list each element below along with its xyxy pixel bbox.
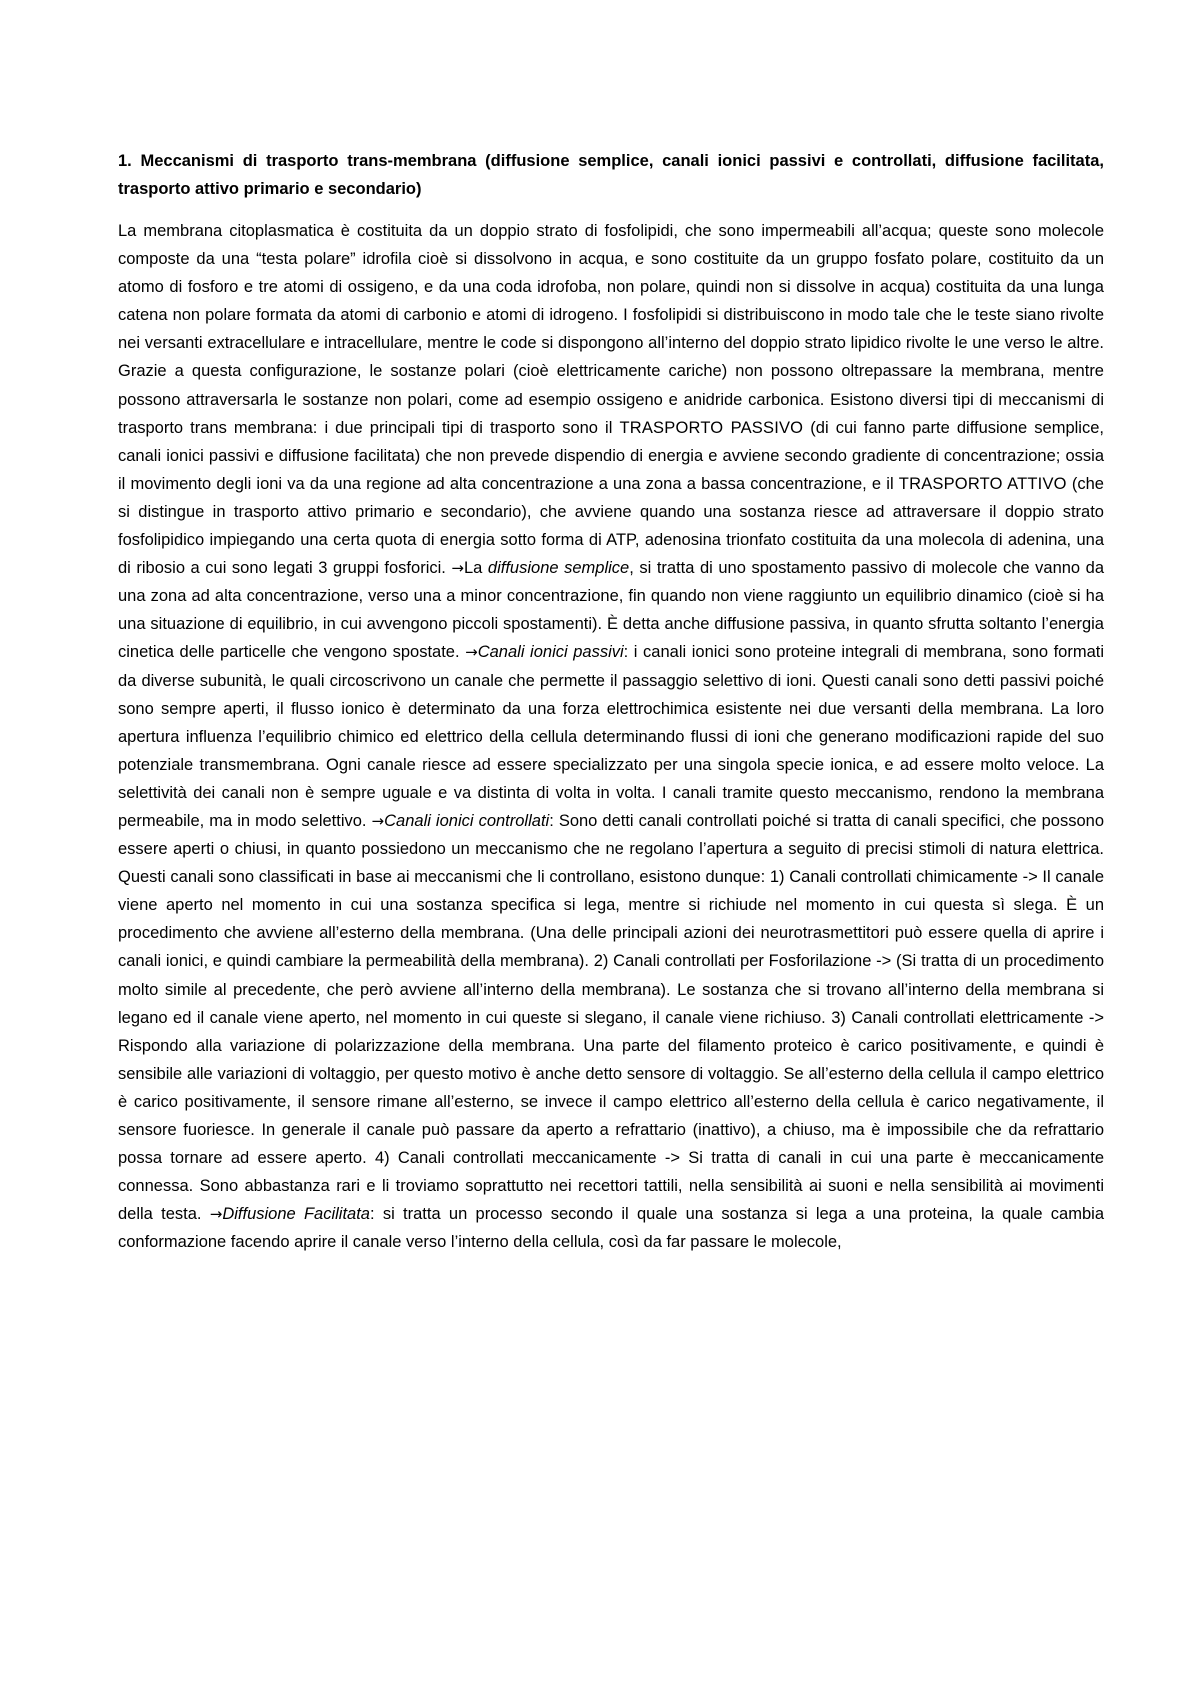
section-number: 1. — [118, 152, 132, 170]
body-paragraph — [118, 217, 1104, 1256]
arrow-right-icon: → — [371, 811, 385, 830]
active-transport-term: TRASPORTO ATTIVO — [898, 474, 1067, 493]
arrow-right-icon: → — [209, 1205, 223, 1224]
text-run: (di cui fanno parte diffusione semplice, canali ionici passivi e diffusione facilitata) che non prevede dispendio di energia e avviene secondo gradiente di concentrazione; ossia il movimento degli ioni va da una regione ad alta concentrazione a una zona a bassa concentrazione, e il — [118, 418, 1104, 493]
term-diffusione-facilitata: Diffusione Facilitata — [222, 1205, 370, 1224]
text-run: , si tratta di uno spostamento passivo di molecole che vanno da una zona ad alta concentrazione, verso una a minor concentrazione, fin quando non viene raggiunto un equilibrio dinamico (cioè si ha una situazione di equilibrio, in cui avvengono piccoli spostamenti). È detta anche diffusione passiva, in quanto sfrutta soltanto l’energia cinetica delle particelle che vengono spostate. — [118, 559, 1105, 662]
term-diffusione-semplice: diffusione semplice — [487, 559, 630, 578]
term-canali-ionici-passivi: Canali ionici passivi — [477, 643, 624, 662]
arrow-right-icon: → — [451, 559, 464, 578]
term-canali-ionici-controllati: Canali ionici controllati — [384, 811, 550, 830]
text-run: La — [464, 559, 488, 578]
text-run: : Sono detti canali controllati poiché si tratta di canali specifici, che possono essere aperti o chiusi, in quanto possiedono un meccanismo che ne regolano l’apertura a seguito di precisi stimoli di natura elettrica. Questi canali sono classificati in base ai meccanismi che li controllano, esistono dunque: 1) Canali controllati chimicamente -> Il canale viene aperto nel momento in cui una sostanza specifica si lega, mentre si richiude nel momento in cui questa sì slega. È un procedimento che avviene all’esterno della membrana. (Una delle principali azioni dei neurotrasmettitori può essere quella di aprire i canali ionici, e quindi cambiare la permeabilità della membrana). 2) Canali controllati per Fosforilazione -> (Si tratta di un procedimento molto simile al precedente, che però avviene all’interno della membrana). Le sostanza che si trovano all’interno della membrana si legano ed il canale viene aperto, nel momento in cui queste si slegano, il canale viene richiuso. 3) Canali controllati elettricamente -> Rispondo alla variazione di polarizzazione della membrana. Una parte del filamento proteico è carico positivamente, e quindi è sensibile alle variazioni di voltaggio, per questo motivo è anche detto sensore di voltaggio. Se all’esterno della cellula il campo elettrico è carico positivamente, il sensore rimane all’esterno, se invece il campo elettrico all’esterno della cellula è carico negativamente, il sensore fuoriesce. In generale il canale può passare da aperto a refrattario (inattivo), a chiuso, ma è impossibile che da refrattario possa tornare ad essere aperto. 4) Canali controllati meccanicamente -> Si tratta di canali in cui una parte è meccanicamente connessa. Sono abbastanza rari e li troviamo soprattutto nei recettori tattili, nella sensibilità ai suoni e nella sensibilità ai movimenti della testa. — [118, 811, 1105, 1224]
text-run: : i canali ionici sono proteine integrali di membrana, sono formati da diverse subunità, le quali circoscrivono un canale che permette il passaggio selettivo di ioni. Questi canali sono detti passivi poiché sono sempre aperti, il flusso ionico è determinato da una forza elettrochimica esistente nei due versanti della membrana. La loro apertura influenza l’equilibrio chimico ed elettrico della cellula determinando flussi di ioni che generano modificazioni rapide del suo potenziale transmembrana. Ogni canale riesce ad essere specializzato per una singola specie ionica, e ad essere molto veloce. La selettività dei canali non è sempre uguale e va distinta di volta in volta. I canali tramite questo meccanismo, rendono la membrana permeabile, ma in modo selettivo. — [118, 643, 1104, 830]
text-run: La membrana citoplasmatica è costituita da un doppio strato di fosfolipidi, che sono impermeabili all’acqua; queste sono molecole composte da una “testa polare” idrofila cioè si dissolvono in acqua, e sono costituite da un gruppo fosfato polare, costituito da un atomo di fosforo e tre atomi di ossigeno, e da una coda idrofoba, non polare, quindi non si dissolve in acqua) costituita da una lunga catena non polare formata da atomi di carbonio e atomi di idrogeno. I fosfolipidi si distribuiscono in modo tale che le teste siano rivolte nei versanti extracellulare e intracellulare, mentre le code si dispongono all’interno del doppio strato lipidico rivolte le une verso le altre. Grazie a questa configurazione, le sostanze polari (cioè elettricamente cariche) non possono oltrepassare la membrana, mentre possono attraversarla le sostanze non polari, come ad esempio ossigeno e anidride carbonica. Esistono diversi tipi di meccanismi di trasporto trans membrana: i due principali tipi di trasporto sono il — [118, 222, 1104, 437]
section-heading — [118, 147, 1104, 203]
passive-transport-term: TRASPORTO PASSIVO — [619, 418, 804, 437]
arrow-right-icon: → — [465, 643, 478, 662]
text-run: (che si distingue in trasporto attivo primario e secondario), che avviene quando una sostanza riesce ad attraversare il doppio strato fosfolipidico impiegando una certa quota di energia sotto forma di ATP, adenosina trionfato costituita da una molecola di adenina, una di ribosio a cui sono legati 3 gruppi fosforici. — [118, 474, 1104, 578]
text-run: : si tratta un processo secondo il quale una sostanza si lega a una proteina, la quale cambia conformazione facendo aprire il canale verso l’interno della cellula, così da far passare le molecole, — [118, 1205, 1104, 1252]
section-title: Meccanismi di trasporto trans-membrana (diffusione semplice, canali ionici passivi e controllati, diffusione facilitata, trasporto attivo primario e secondario) — [118, 152, 1104, 198]
